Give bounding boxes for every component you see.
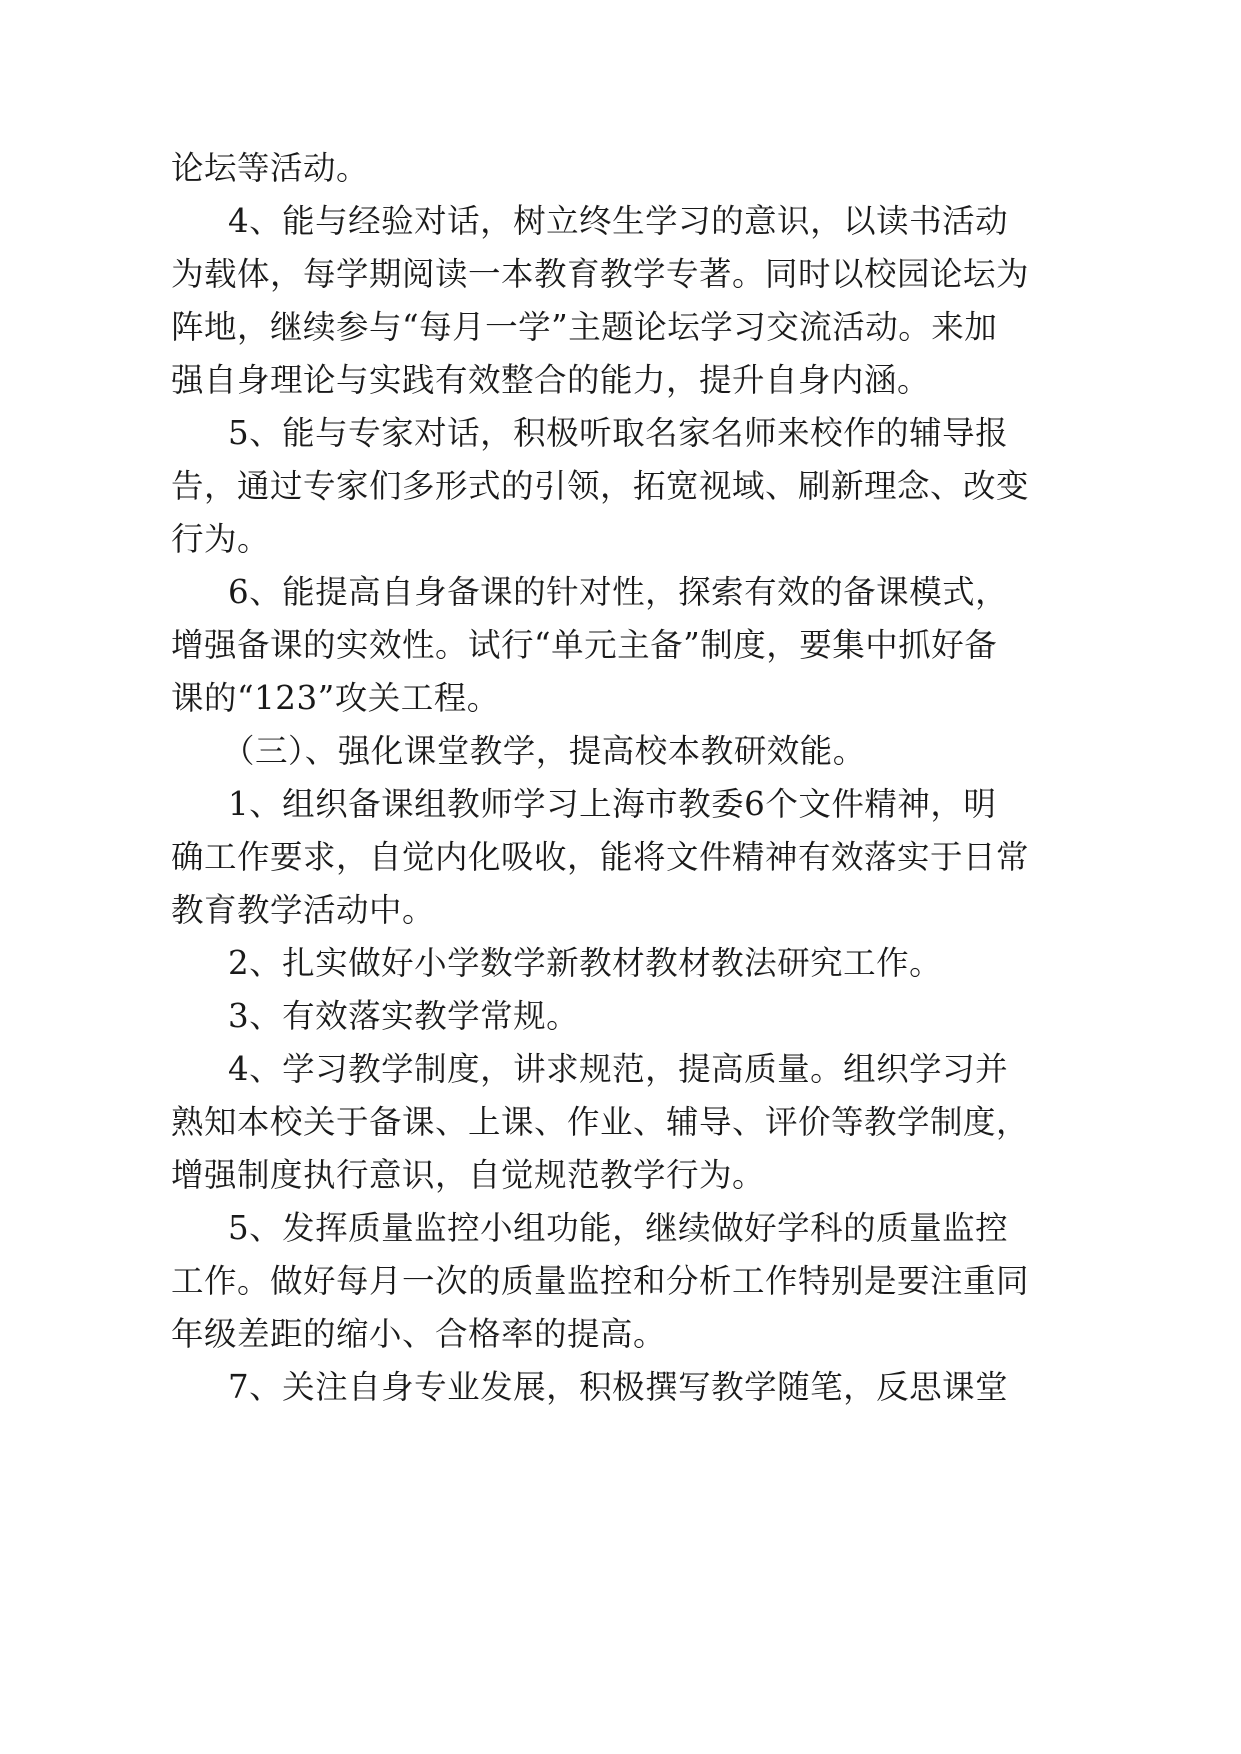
text-line: 年级差距的缩小、合格率的提高。: [171, 1315, 667, 1353]
text-line: 熟知本校关于备课、上课、作业、辅导、评价等教学制度，: [171, 1103, 1030, 1141]
text-line: 7、关注自身专业发展，积极撰写教学随笔，反思课堂: [228, 1368, 1009, 1406]
text-line: 6、能提高自身备课的针对性，探索有效的备课模式，: [228, 573, 1009, 611]
text-line: 5、发挥质量监控小组功能，继续做好学科的质量监控: [228, 1209, 1009, 1247]
text-line: 行为。: [171, 520, 271, 558]
text-line: 增强备课的实效性。试行“单元主备”制度，要集中抓好备: [171, 626, 998, 664]
text-line: 2、扎实做好小学数学新教材教材教法研究工作。: [228, 944, 943, 982]
text-line: 告，通过专家们多形式的引领，拓宽视域、刷新理念、改变: [171, 467, 1030, 505]
text-line: 确工作要求，自觉内化吸收，能将文件精神有效落实于日常: [171, 838, 1030, 876]
text-line: 4、能与经验对话，树立终生学习的意识，以读书活动: [228, 202, 1009, 240]
text-line: 阵地，继续参与“每月一学”主题论坛学习交流活动。来加: [171, 308, 998, 346]
text-line: 1、组织备课组教师学习上海市教委6个文件精神，明: [228, 785, 997, 823]
text-line: 工作。做好每月一次的质量监控和分析工作特别是要注重同: [171, 1262, 1030, 1300]
text-line: 4、学习教学制度，讲求规范，提高质量。组织学习并: [228, 1050, 1009, 1088]
text-line: 课的“123”攻关工程。: [171, 679, 500, 717]
text-line: 增强制度执行意识，自觉规范教学行为。: [171, 1156, 766, 1194]
text-line: 教育教学活动中。: [171, 891, 436, 929]
section-heading: （三）、强化课堂教学，提高校本教研效能。: [222, 732, 866, 770]
text-line: 强自身理论与实践有效整合的能力，提升自身内涵。: [171, 361, 931, 399]
text-line: 论坛等活动。: [171, 149, 370, 187]
text-line: 3、有效落实教学常规。: [228, 997, 580, 1035]
text-line: 为载体，每学期阅读一本教育教学专著。同时以校园论坛为: [171, 255, 1030, 293]
text-line: 5、能与专家对话，积极听取名家名师来校作的辅导报: [228, 414, 1009, 452]
